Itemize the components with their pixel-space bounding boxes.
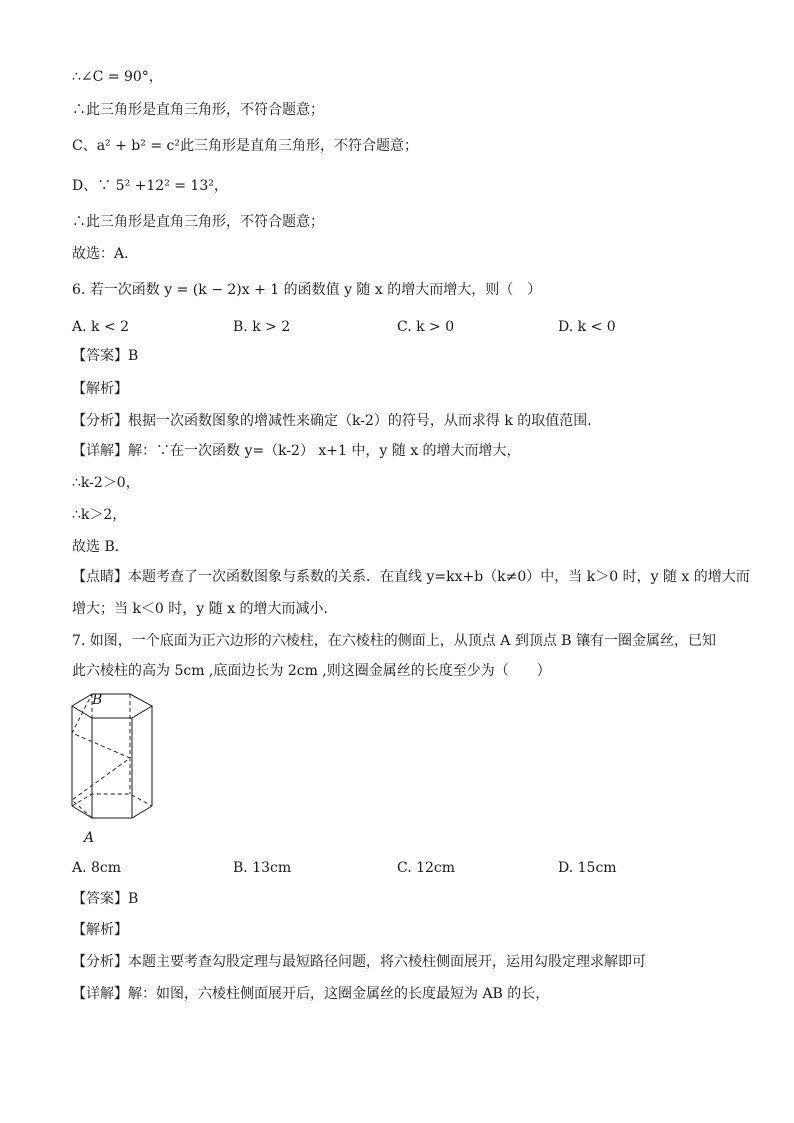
text-line: 故选 B． xyxy=(72,539,129,555)
q7-analysis: 【分析】本题主要考查勾股定理与最短路径问题，将六棱柱侧面展开，运用勾股定理求解即可 xyxy=(72,954,646,970)
hexagonal-prism-figure xyxy=(66,688,158,848)
label-a: A xyxy=(84,830,95,846)
q6-answer: 【答案】B xyxy=(72,348,139,364)
text-line: ∴k＞2， xyxy=(72,507,127,523)
q7-detail: 【详解】解：如图，六棱柱侧面展开后，这圈金属丝的长度最短为 AB 的长， xyxy=(72,986,550,1002)
q7-option-b: B. 13cm xyxy=(233,860,292,876)
top-hexagon xyxy=(72,694,152,718)
question-7-stem-cont: 此六棱柱的高为 5cm ,底面边长为 2cm ,则这圈金属丝的长度至少为（ ） xyxy=(72,663,551,679)
text-line: ∴∠C = 90°， xyxy=(72,69,163,85)
text-line: D、∵ 5² +12² = 13²， xyxy=(72,178,228,194)
q6-comment: 【点睛】本题考查了一次函数图象与系数的关系．在直线 y=kx+b（k≠0）中，当 k＞0 时，y 随 x 的增大而 xyxy=(72,569,750,585)
question-6-stem: 6. 若一次函数 y = (k − 2)x + 1 的函数值 y 随 x 的增大而增大，则（ ） xyxy=(72,282,542,298)
q7-analysis-heading: 【解析】 xyxy=(72,922,128,938)
q6-option-c: C. k > 0 xyxy=(397,319,455,335)
q6-analysis-heading: 【解析】 xyxy=(72,381,128,397)
label-b: B xyxy=(92,692,103,708)
text-line: 故选：A． xyxy=(72,246,139,262)
q6-comment-cont: 增大；当 k＜0 时，y 随 x 的增大而减小． xyxy=(72,601,338,617)
q6-detail: 【详解】解：∵在一次函数 y=（k-2） x+1 中，y 随 x 的增大而增大， xyxy=(72,443,521,459)
q6-analysis: 【分析】根据一次函数图象的增减性来确定（k-2）的符号，从而求得 k 的取值范围． xyxy=(72,413,602,429)
q6-option-b: B. k > 2 xyxy=(233,319,291,335)
q6-option-a: A. k < 2 xyxy=(72,319,130,335)
text-line: ∴此三角形是直角三角形，不符合题意； xyxy=(72,102,324,118)
bottom-front-edges xyxy=(72,806,152,818)
q6-option-d: D. k < 0 xyxy=(558,319,616,335)
question-7-stem: 7. 如图，一个底面为正六边形的六棱柱，在六棱柱的侧面上，从顶点 A 到顶点 B 镶有一圈金属丝，已知 xyxy=(72,633,717,649)
q7-option-d: D. 15cm xyxy=(558,860,617,876)
text-line: ∴k-2＞0， xyxy=(72,475,140,491)
q7-option-a: A. 8cm xyxy=(72,860,122,876)
q7-option-c: C. 12cm xyxy=(397,860,456,876)
text-line: ∴此三角形是直角三角形，不符合题意； xyxy=(72,214,324,230)
q7-answer: 【答案】B xyxy=(72,891,139,907)
wire-path xyxy=(72,694,130,818)
text-line: C、a² + b² = c²此三角形是直角三角形，不符合题意； xyxy=(72,138,418,154)
